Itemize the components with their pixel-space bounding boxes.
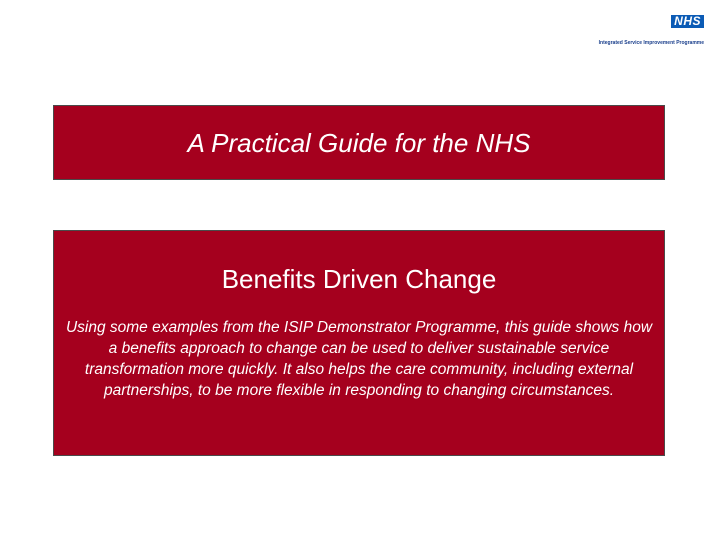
content-heading: Benefits Driven Change <box>221 264 497 294</box>
content-body: Using some examples from the ISIP Demonstrator Programme, this guide shows how a benefits approach to change can be used to deliver sustainable service transformation more quickly. It also helps the care community, including external partnerships, to be more flexible in responding to changing circumstances. <box>65 319 653 399</box>
title-box <box>53 105 665 180</box>
content-box <box>53 230 665 456</box>
nhs-logo-block <box>564 12 704 44</box>
slide-title: A Practical Guide for the NHS <box>187 127 531 158</box>
nhs-logo: NHS <box>671 15 704 28</box>
programme-subtitle: Integrated Service Improvement Programme <box>598 40 704 46</box>
